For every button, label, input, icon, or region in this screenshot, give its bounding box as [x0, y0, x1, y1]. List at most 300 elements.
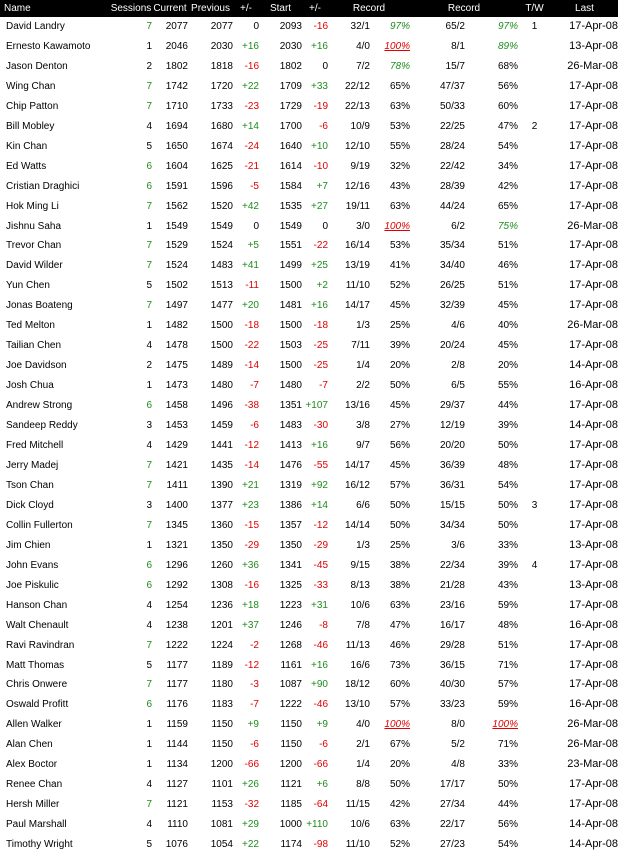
session-record: 3/8: [356, 420, 370, 432]
previous-rating: 1101: [211, 779, 233, 791]
previous-rating: 2077: [210, 21, 233, 32]
rating-change: -11: [245, 280, 259, 292]
previous-rating: 1180: [211, 679, 233, 691]
change-since-start: -55: [313, 459, 328, 471]
previous-rating: 1224: [210, 639, 233, 651]
table-row: [0, 476, 618, 496]
table-row: [0, 57, 618, 77]
session-record: 10/6: [350, 819, 370, 831]
total-win-pct: 59%: [497, 699, 518, 711]
current-rating: 1296: [165, 559, 188, 571]
tournament-wins: [518, 715, 551, 735]
last-played: 17-Apr-08: [569, 339, 618, 352]
session-record: 11/10: [345, 280, 370, 292]
start-rating: 1222: [279, 699, 302, 711]
total-win-pct: 50%: [497, 779, 518, 791]
table-row: [0, 137, 618, 157]
total-win-pct: 51%: [497, 240, 518, 252]
start-rating: 1709: [279, 80, 302, 92]
player-name: Hok Ming Li: [6, 200, 59, 212]
total-win-pct: 44%: [497, 799, 518, 811]
session-record: 16/14: [344, 240, 370, 252]
last-played: 17-Apr-08: [569, 119, 618, 132]
total-record: 27/23: [439, 839, 465, 851]
current-rating: 1604: [165, 160, 188, 172]
total-record: 22/34: [439, 559, 465, 571]
start-rating: 1499: [279, 260, 302, 272]
session-win-pct: 73%: [389, 659, 410, 671]
session-win-pct: 100%: [384, 40, 410, 52]
last-played: 17-Apr-08: [569, 658, 618, 671]
table-row: [0, 117, 618, 137]
total-win-pct: 46%: [497, 260, 518, 272]
session-record: 32/1: [350, 21, 370, 32]
rating-change: +42: [242, 200, 259, 212]
session-record: 7/11: [351, 340, 370, 352]
change-since-start: +2: [316, 280, 328, 292]
player-name: Andrew Strong: [6, 400, 73, 412]
start-rating: 1551: [279, 240, 302, 252]
last-played: 23-Mar-08: [567, 758, 618, 771]
sessions: 2: [146, 60, 152, 72]
previous-rating: 1489: [210, 360, 233, 372]
rating-change: +26: [242, 779, 259, 791]
previous-rating: 1520: [210, 200, 233, 212]
total-win-pct: 71%: [497, 659, 518, 671]
rating-change: -18: [244, 320, 259, 332]
header-change-since-start[interactable]: +/-: [302, 0, 328, 17]
session-win-pct: 56%: [389, 440, 410, 452]
session-win-pct: 50%: [389, 519, 410, 531]
session-win-pct: 60%: [389, 679, 410, 691]
start-rating: 1350: [279, 539, 302, 551]
last-played: 17-Apr-08: [569, 279, 618, 292]
start-rating: 1413: [279, 440, 302, 452]
session-win-pct: 42%: [389, 799, 410, 811]
rating-change: +21: [242, 479, 259, 491]
table-row: [0, 17, 618, 37]
previous-rating: 1377: [210, 499, 233, 511]
total-win-pct: 51%: [497, 280, 518, 292]
table-row: [0, 795, 618, 815]
sessions: 1: [146, 40, 152, 52]
current-rating: 1222: [165, 639, 188, 651]
total-win-pct: 45%: [497, 340, 518, 352]
total-win-pct: 71%: [497, 739, 518, 751]
previous-rating: 1390: [210, 479, 233, 491]
total-record: 6/2: [451, 220, 465, 232]
sessions: 6: [146, 400, 152, 412]
session-win-pct: 57%: [389, 699, 410, 711]
table-body: [0, 17, 618, 855]
total-record: 40/30: [439, 679, 465, 691]
player-name: Oswald Profitt: [6, 699, 69, 711]
current-rating: 1453: [165, 420, 188, 432]
player-name: Joe Davidson: [6, 360, 67, 372]
total-record: 12/19: [439, 420, 465, 432]
player-name: Hersh Miller: [6, 799, 60, 811]
total-win-pct: 20%: [497, 360, 518, 372]
start-rating: 1246: [279, 619, 302, 631]
tournament-wins: [518, 37, 551, 57]
current-rating: 2077: [165, 21, 188, 32]
last-played: 17-Apr-08: [569, 458, 618, 471]
previous-rating: 1081: [210, 819, 233, 831]
table-row: [0, 276, 618, 296]
start-rating: 1319: [279, 479, 302, 491]
session-win-pct: 63%: [389, 599, 410, 611]
header-record-total[interactable]: Record: [410, 0, 518, 17]
rating-change: -38: [244, 400, 259, 412]
current-rating: 1502: [165, 280, 188, 292]
total-record: 15/7: [445, 60, 465, 72]
total-record: 4/6: [451, 320, 465, 332]
tournament-wins: [518, 336, 551, 356]
session-record: 16/6: [350, 659, 370, 671]
session-win-pct: 63%: [389, 819, 410, 831]
sessions: 6: [146, 579, 152, 591]
table-row: [0, 296, 618, 316]
current-rating: 1144: [166, 739, 188, 751]
start-rating: 1200: [279, 759, 302, 771]
last-played: 26-Mar-08: [567, 219, 618, 232]
session-win-pct: 27%: [389, 420, 410, 432]
rating-change: -14: [244, 459, 259, 471]
session-win-pct: 25%: [389, 539, 410, 551]
change-since-start: +107: [305, 400, 328, 412]
change-since-start: -19: [313, 100, 328, 112]
total-win-pct: 97%: [497, 21, 518, 32]
total-record: 29/37: [439, 400, 465, 412]
header-current[interactable]: Current: [152, 0, 188, 17]
current-rating: 1473: [165, 380, 188, 392]
player-name: Cristian Draghici: [6, 180, 80, 192]
rating-change: +9: [247, 719, 259, 731]
sessions: 4: [146, 619, 152, 631]
session-win-pct: 97%: [389, 21, 410, 32]
session-win-pct: 20%: [389, 759, 410, 771]
session-win-pct: 53%: [389, 240, 410, 252]
table-row: [0, 177, 618, 197]
change-since-start: +7: [316, 180, 328, 192]
session-record: 1/4: [356, 759, 370, 771]
session-win-pct: 45%: [389, 300, 410, 312]
total-win-pct: 44%: [497, 400, 518, 412]
tournament-wins: [518, 456, 551, 476]
player-name: Ravi Ravindran: [6, 639, 75, 651]
current-rating: 1321: [165, 539, 188, 551]
sessions: 7: [146, 260, 152, 272]
session-win-pct: 63%: [389, 100, 410, 112]
total-record: 20/24: [439, 340, 465, 352]
sessions: 4: [146, 120, 152, 132]
tournament-wins: [518, 356, 551, 376]
change-since-start: -12: [313, 519, 328, 531]
rating-change: -7: [250, 699, 259, 711]
total-win-pct: 65%: [497, 200, 518, 212]
change-since-start: +27: [311, 200, 328, 212]
session-record: 1/3: [356, 539, 370, 551]
current-rating: 1710: [165, 100, 188, 112]
start-rating: 1535: [279, 200, 302, 212]
table-row: [0, 316, 618, 336]
player-name: David Wilder: [6, 260, 63, 272]
sessions: 5: [146, 280, 152, 292]
rating-change: +5: [247, 240, 259, 252]
total-record: 32/39: [439, 300, 465, 312]
table-row: [0, 775, 618, 795]
change-since-start: +33: [311, 80, 328, 92]
tournament-wins: 1: [531, 21, 538, 32]
player-name: Ed Watts: [6, 160, 47, 172]
tournament-wins: [518, 97, 551, 117]
player-name: Jason Denton: [6, 60, 68, 72]
tournament-wins: [518, 177, 551, 197]
session-win-pct: 38%: [389, 559, 410, 571]
tournament-wins: [518, 616, 551, 636]
header-change[interactable]: +/-: [233, 0, 259, 17]
current-rating: 1076: [165, 839, 188, 851]
start-rating: 2093: [279, 21, 302, 32]
player-name: Fred Mitchell: [6, 440, 64, 452]
sessions: 7: [146, 799, 152, 811]
change-since-start: +16: [311, 40, 328, 52]
session-win-pct: 45%: [389, 400, 410, 412]
sessions: 5: [146, 659, 152, 671]
tournament-wins: [518, 656, 551, 676]
session-win-pct: 50%: [389, 499, 410, 511]
tournament-wins: [518, 217, 551, 237]
tournament-wins: [518, 516, 551, 536]
total-record: 5/2: [451, 739, 465, 751]
total-record: 36/39: [439, 459, 465, 471]
change-since-start: -30: [313, 420, 328, 432]
total-win-pct: 51%: [497, 639, 518, 651]
total-record: 28/39: [439, 180, 465, 192]
total-win-pct: 40%: [497, 320, 518, 332]
sessions: 5: [146, 140, 152, 152]
sessions: 7: [146, 479, 152, 491]
session-record: 19/11: [345, 200, 370, 212]
previous-rating: 1625: [210, 160, 233, 172]
previous-rating: 2030: [210, 40, 233, 52]
last-played: 17-Apr-08: [569, 299, 618, 312]
table-row: [0, 715, 618, 735]
session-record: 11/15: [345, 799, 370, 811]
last-played: 14-Apr-08: [569, 838, 618, 851]
table-row: [0, 197, 618, 217]
header-tw[interactable]: T/W: [518, 0, 551, 17]
current-rating: 1475: [165, 360, 188, 372]
sessions: 1: [146, 380, 152, 392]
player-name: Hanson Chan: [6, 599, 68, 611]
current-rating: 1254: [165, 599, 188, 611]
rating-change: -2: [250, 639, 259, 651]
table-row: [0, 815, 618, 835]
rating-change: -12: [244, 440, 259, 452]
session-win-pct: 78%: [389, 60, 410, 72]
player-name: Joe Piskulic: [6, 579, 59, 591]
header-record[interactable]: Record: [328, 0, 410, 17]
tournament-wins: 4: [531, 559, 538, 571]
last-played: 17-Apr-08: [569, 99, 618, 112]
rating-change: +20: [242, 300, 259, 312]
session-win-pct: 50%: [389, 779, 410, 791]
previous-rating: 1596: [210, 180, 233, 192]
start-rating: 1500: [279, 360, 302, 372]
change-since-start: +16: [311, 440, 328, 452]
total-win-pct: 43%: [497, 579, 518, 591]
total-win-pct: 48%: [497, 459, 518, 471]
previous-rating: 1549: [210, 220, 233, 232]
start-rating: 1483: [279, 420, 302, 432]
last-played: 17-Apr-08: [569, 558, 618, 571]
previous-rating: 1720: [210, 80, 233, 92]
total-win-pct: 39%: [497, 559, 518, 571]
total-record: 8/1: [451, 40, 465, 52]
current-rating: 1529: [165, 240, 188, 252]
change-since-start: -16: [313, 21, 328, 32]
session-win-pct: 50%: [389, 380, 410, 392]
previous-rating: 1480: [210, 380, 233, 392]
session-record: 18/12: [344, 679, 370, 691]
rating-change: -16: [244, 60, 259, 72]
total-record: 22/17: [439, 819, 465, 831]
change-since-start: +31: [311, 599, 328, 611]
header-start[interactable]: Start: [259, 0, 302, 17]
start-rating: 1700: [279, 120, 302, 132]
table-row: [0, 336, 618, 356]
total-win-pct: 100%: [492, 719, 518, 731]
previous-rating: 1150: [211, 719, 233, 731]
player-name: Paul Marshall: [6, 819, 67, 831]
rating-change: +36: [242, 559, 259, 571]
total-record: 65/2: [445, 21, 465, 32]
last-played: 17-Apr-08: [569, 399, 618, 412]
rating-change: -24: [244, 140, 259, 152]
tournament-wins: [518, 815, 551, 835]
total-win-pct: 55%: [497, 380, 518, 392]
session-record: 12/16: [344, 180, 370, 192]
sessions: 7: [146, 100, 152, 112]
total-win-pct: 54%: [497, 140, 518, 152]
previous-rating: 1189: [211, 659, 233, 671]
change-since-start: -64: [313, 799, 328, 811]
session-win-pct: 67%: [389, 739, 410, 751]
table-row: [0, 77, 618, 97]
change-since-start: +6: [316, 779, 328, 791]
tournament-wins: [518, 596, 551, 616]
last-played: 14-Apr-08: [569, 359, 618, 372]
rating-change: -14: [244, 360, 259, 372]
session-record: 2/1: [356, 739, 370, 751]
rating-change: +29: [242, 819, 259, 831]
header-sessions[interactable]: Sessions: [110, 0, 152, 17]
total-win-pct: 33%: [497, 759, 518, 771]
table-row: [0, 536, 618, 556]
total-win-pct: 54%: [497, 479, 518, 491]
start-rating: 1161: [280, 659, 302, 671]
start-rating: 1386: [279, 499, 302, 511]
session-record: 14/17: [344, 300, 370, 312]
start-rating: 1481: [279, 300, 302, 312]
current-rating: 1429: [165, 440, 188, 452]
change-since-start: -10: [313, 160, 328, 172]
header-previous[interactable]: Previous: [188, 0, 233, 17]
change-since-start: -22: [313, 240, 328, 252]
sessions: 1: [146, 220, 152, 232]
rating-change: -22: [244, 340, 259, 352]
previous-rating: 1524: [210, 240, 233, 252]
tournament-wins: [518, 695, 551, 715]
session-win-pct: 46%: [389, 639, 410, 651]
session-win-pct: 52%: [389, 280, 410, 292]
session-record: 4/0: [356, 719, 370, 731]
last-played: 17-Apr-08: [569, 478, 618, 491]
start-rating: 1549: [279, 220, 302, 232]
start-rating: 1584: [279, 180, 302, 192]
start-rating: 1614: [279, 160, 302, 172]
total-win-pct: 50%: [497, 499, 518, 511]
current-rating: 1292: [165, 579, 188, 591]
tournament-wins: [518, 775, 551, 795]
player-name: Renee Chan: [6, 779, 63, 791]
current-rating: 1345: [165, 519, 188, 531]
player-name: John Evans: [6, 559, 59, 571]
previous-rating: 1150: [211, 739, 233, 751]
rating-change: -16: [244, 579, 259, 591]
header-last[interactable]: Last: [551, 0, 618, 17]
player-name: Kin Chan: [6, 140, 48, 152]
sessions: 5: [146, 839, 152, 851]
last-played: 17-Apr-08: [569, 598, 618, 611]
session-record: 3/0: [356, 220, 370, 232]
change-since-start: -6: [319, 120, 328, 132]
total-record: 23/16: [439, 599, 465, 611]
last-played: 17-Apr-08: [569, 139, 618, 152]
rating-change: -7: [250, 380, 259, 392]
tournament-wins: [518, 77, 551, 97]
current-rating: 1524: [165, 260, 188, 272]
session-win-pct: 100%: [384, 719, 410, 731]
start-rating: 1000: [279, 819, 302, 831]
tournament-wins: [518, 636, 551, 656]
current-rating: 1400: [165, 499, 188, 511]
session-win-pct: 25%: [389, 320, 410, 332]
total-record: 4/8: [451, 759, 465, 771]
header-name[interactable]: Name: [0, 0, 110, 17]
total-record: 35/34: [439, 240, 465, 252]
change-since-start: -46: [313, 639, 328, 651]
current-rating: 1742: [165, 80, 188, 92]
last-played: 13-Apr-08: [569, 39, 618, 52]
change-since-start: +9: [316, 719, 328, 731]
current-rating: 1421: [165, 459, 188, 471]
rating-change: -66: [244, 759, 259, 771]
player-name: Josh Chua: [6, 380, 54, 392]
current-rating: 1127: [166, 779, 188, 791]
change-since-start: +16: [311, 659, 328, 671]
total-record: 33/23: [439, 699, 465, 711]
total-record: 36/31: [439, 479, 465, 491]
rating-change: +37: [242, 619, 259, 631]
last-played: 17-Apr-08: [569, 518, 618, 531]
current-rating: 1134: [166, 759, 188, 771]
previous-rating: 1308: [210, 579, 233, 591]
start-rating: 1480: [279, 380, 302, 392]
change-since-start: -33: [313, 579, 328, 591]
player-name: Sandeep Reddy: [6, 420, 78, 432]
